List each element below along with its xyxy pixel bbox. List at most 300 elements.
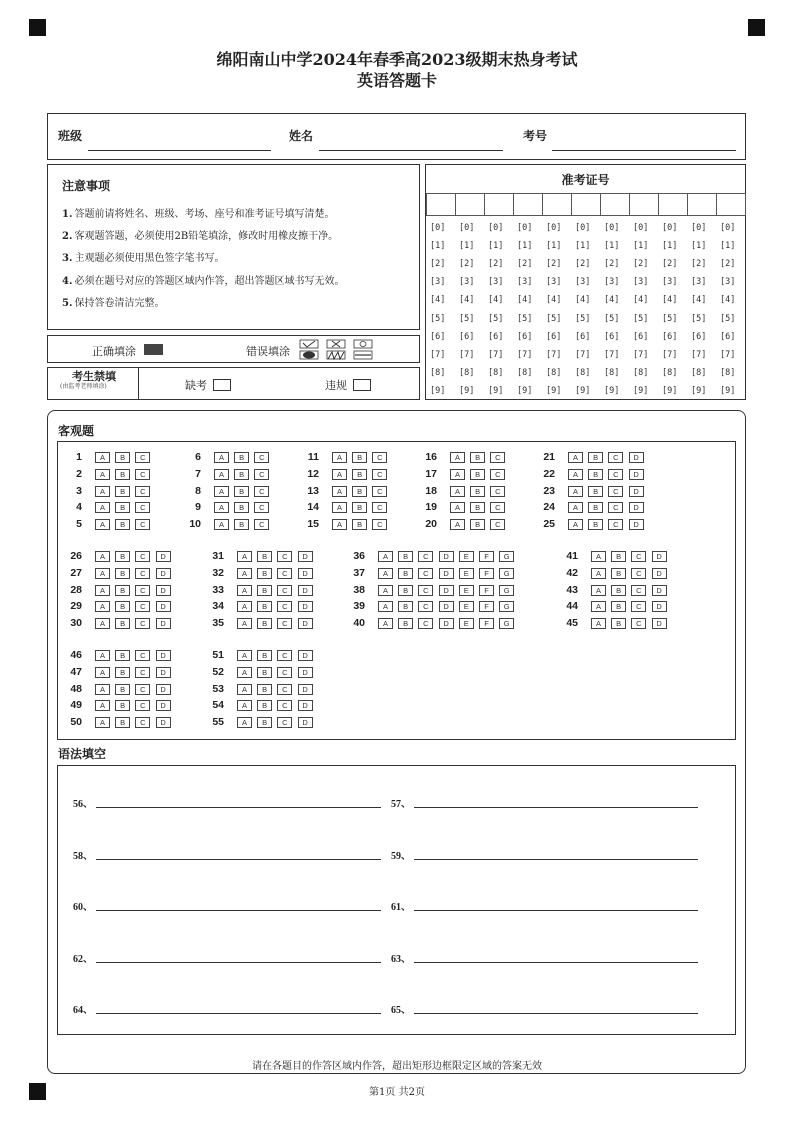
option-bubble-c[interactable]: C (135, 667, 150, 678)
admission-digit-bubble[interactable]: [4] (720, 295, 736, 306)
admission-digit-bubble[interactable]: [8] (633, 367, 649, 378)
option-bubble-a[interactable]: A (237, 684, 252, 695)
option-bubble-c[interactable]: C (631, 601, 646, 612)
option-bubble-a[interactable]: A (591, 618, 606, 629)
admission-digit-bubble[interactable]: [6] (691, 331, 707, 342)
admission-digit-bubble[interactable]: [1] (459, 241, 475, 252)
admission-digit-bubble[interactable]: [9] (488, 385, 504, 396)
option-bubble-d[interactable]: D (156, 650, 171, 661)
option-bubble-a[interactable]: A (95, 700, 110, 711)
option-bubble-d[interactable]: D (298, 618, 313, 629)
admission-digit-bubble[interactable]: [0] (575, 223, 591, 233)
option-bubble-a[interactable]: A (237, 650, 252, 661)
admission-digit-bubble[interactable]: [0] (633, 223, 649, 233)
option-bubble-e[interactable]: E (459, 568, 474, 579)
admission-digit-bubble[interactable]: [5] (633, 313, 649, 324)
option-bubble-d[interactable]: D (156, 551, 171, 562)
option-bubble-a[interactable]: A (378, 568, 393, 579)
option-bubble-b[interactable]: B (398, 568, 413, 579)
option-bubble-c[interactable]: C (135, 486, 150, 497)
option-bubble-c[interactable]: C (277, 568, 292, 579)
option-bubble-c[interactable]: C (277, 618, 292, 629)
admission-digit-bubble[interactable]: [4] (459, 295, 475, 306)
option-bubble-a[interactable]: A (95, 618, 110, 629)
option-bubble-c[interactable]: C (135, 585, 150, 596)
admission-digit-bubble[interactable]: [8] (488, 367, 504, 378)
option-bubble-d[interactable]: D (652, 551, 667, 562)
option-bubble-g[interactable]: G (499, 585, 514, 596)
option-bubble-c[interactable]: C (135, 618, 150, 629)
option-bubble-b[interactable]: B (257, 601, 272, 612)
option-bubble-b[interactable]: B (611, 585, 626, 596)
admission-digit-bubble[interactable]: [5] (720, 313, 736, 324)
option-bubble-c[interactable]: C (490, 519, 505, 530)
option-bubble-b[interactable]: B (352, 502, 367, 513)
admission-digit-bubble[interactable]: [0] (662, 223, 678, 233)
option-bubble-c[interactable]: C (277, 684, 292, 695)
option-bubble-c[interactable]: C (254, 486, 269, 497)
admission-digit-bubble[interactable]: [8] (604, 367, 620, 378)
admission-digit-bubble[interactable]: [2] (662, 259, 678, 270)
admission-digit-bubble[interactable]: [6] (604, 331, 620, 342)
option-bubble-a[interactable]: A (378, 601, 393, 612)
option-bubble-a[interactable]: A (95, 684, 110, 695)
admission-digit-bubble[interactable]: [8] (662, 367, 678, 378)
admission-digit-bubble[interactable]: [2] (604, 259, 620, 270)
option-bubble-c[interactable]: C (277, 667, 292, 678)
option-bubble-a[interactable]: A (214, 486, 229, 497)
admission-digit-bubble[interactable]: [3] (575, 277, 591, 288)
admission-digit-bubble[interactable]: [2] (488, 259, 504, 270)
option-bubble-a[interactable]: A (214, 452, 229, 463)
admission-digit-bubble[interactable]: [6] (488, 331, 504, 342)
admission-digit-bubble[interactable]: [8] (459, 367, 475, 378)
admission-digit-bubble[interactable]: [9] (517, 385, 533, 396)
admission-digit-bubble[interactable]: [4] (633, 295, 649, 306)
option-bubble-a[interactable]: A (378, 551, 393, 562)
admission-digit-bubble[interactable]: [0] (459, 223, 475, 233)
option-bubble-c[interactable]: C (135, 650, 150, 661)
option-bubble-a[interactable]: A (214, 519, 229, 530)
admission-digit-bubble[interactable]: [9] (720, 385, 736, 396)
admission-digit-bubble[interactable]: [1] (691, 241, 707, 252)
option-bubble-b[interactable]: B (588, 469, 603, 480)
admission-digit-bubble[interactable]: [4] (488, 295, 504, 306)
grammar-answer-line[interactable] (414, 1013, 698, 1014)
violation-checkbox[interactable] (353, 379, 371, 391)
option-bubble-d[interactable]: D (298, 684, 313, 695)
admission-digit-bubble[interactable]: [7] (517, 349, 533, 360)
option-bubble-f[interactable]: F (479, 601, 494, 612)
option-bubble-b[interactable]: B (588, 502, 603, 513)
option-bubble-c[interactable]: C (608, 486, 623, 497)
option-bubble-b[interactable]: B (470, 502, 485, 513)
option-bubble-d[interactable]: D (298, 667, 313, 678)
grammar-answer-line[interactable] (414, 859, 698, 860)
option-bubble-b[interactable]: B (115, 717, 130, 728)
option-bubble-d[interactable]: D (298, 700, 313, 711)
option-bubble-e[interactable]: E (459, 618, 474, 629)
option-bubble-g[interactable]: G (499, 551, 514, 562)
admission-digit-bubble[interactable]: [1] (517, 241, 533, 252)
admission-digit-bubble[interactable]: [0] (430, 223, 446, 233)
option-bubble-c[interactable]: C (631, 568, 646, 579)
option-bubble-b[interactable]: B (115, 601, 130, 612)
admission-digit-bubble[interactable]: [1] (575, 241, 591, 252)
option-bubble-a[interactable]: A (450, 519, 465, 530)
admission-digit-bubble[interactable]: [8] (575, 367, 591, 378)
option-bubble-b[interactable]: B (611, 601, 626, 612)
admission-digit-bubble[interactable]: [9] (604, 385, 620, 396)
admission-digit-bubble[interactable]: [4] (604, 295, 620, 306)
admission-digit-bubble[interactable]: [6] (575, 331, 591, 342)
admission-digit-bubble[interactable]: [3] (720, 277, 736, 288)
option-bubble-d[interactable]: D (298, 650, 313, 661)
option-bubble-b[interactable]: B (115, 684, 130, 695)
option-bubble-d[interactable]: D (439, 585, 454, 596)
option-bubble-b[interactable]: B (398, 618, 413, 629)
option-bubble-c[interactable]: C (608, 452, 623, 463)
admission-digit-bubble[interactable]: [7] (720, 349, 736, 360)
option-bubble-c[interactable]: C (277, 717, 292, 728)
option-bubble-b[interactable]: B (115, 618, 130, 629)
admission-digit-bubble[interactable]: [2] (691, 259, 707, 270)
option-bubble-a[interactable]: A (237, 568, 252, 579)
option-bubble-a[interactable]: A (568, 519, 583, 530)
option-bubble-b[interactable]: B (257, 551, 272, 562)
option-bubble-a[interactable]: A (237, 601, 252, 612)
option-bubble-b[interactable]: B (588, 486, 603, 497)
admission-digit-bubble[interactable]: [5] (662, 313, 678, 324)
admission-digit-bubble[interactable]: [7] (430, 349, 446, 360)
admission-digit-bubble[interactable]: [3] (430, 277, 446, 288)
option-bubble-b[interactable]: B (352, 452, 367, 463)
option-bubble-a[interactable]: A (450, 452, 465, 463)
option-bubble-a[interactable]: A (237, 551, 252, 562)
option-bubble-f[interactable]: F (479, 618, 494, 629)
option-bubble-f[interactable]: F (479, 551, 494, 562)
option-bubble-b[interactable]: B (470, 452, 485, 463)
admission-digit-bubble[interactable]: [5] (459, 313, 475, 324)
option-bubble-c[interactable]: C (135, 717, 150, 728)
admission-digit-bubble[interactable]: [1] (488, 241, 504, 252)
grammar-answer-line[interactable] (96, 807, 381, 808)
option-bubble-c[interactable]: C (490, 486, 505, 497)
option-bubble-b[interactable]: B (470, 519, 485, 530)
option-bubble-c[interactable]: C (277, 601, 292, 612)
option-bubble-d[interactable]: D (156, 667, 171, 678)
option-bubble-a[interactable]: A (95, 551, 110, 562)
option-bubble-d[interactable]: D (629, 519, 644, 530)
option-bubble-c[interactable]: C (277, 700, 292, 711)
option-bubble-c[interactable]: C (135, 551, 150, 562)
option-bubble-b[interactable]: B (115, 700, 130, 711)
option-bubble-c[interactable]: C (135, 519, 150, 530)
option-bubble-b[interactable]: B (234, 486, 249, 497)
admission-digit-bubble[interactable]: [1] (546, 241, 562, 252)
admission-digit-bubble[interactable]: [1] (604, 241, 620, 252)
admission-digit-bubble[interactable]: [9] (546, 385, 562, 396)
option-bubble-c[interactable]: C (135, 502, 150, 513)
admission-digit-bubble[interactable]: [9] (662, 385, 678, 396)
option-bubble-g[interactable]: G (499, 618, 514, 629)
option-bubble-d[interactable]: D (156, 618, 171, 629)
option-bubble-d[interactable]: D (298, 601, 313, 612)
option-bubble-b[interactable]: B (234, 452, 249, 463)
option-bubble-a[interactable]: A (214, 502, 229, 513)
option-bubble-a[interactable]: A (450, 502, 465, 513)
admission-digit-bubble[interactable]: [5] (517, 313, 533, 324)
option-bubble-b[interactable]: B (257, 585, 272, 596)
option-bubble-b[interactable]: B (257, 568, 272, 579)
option-bubble-d[interactable]: D (439, 568, 454, 579)
admission-digit-bubble[interactable]: [4] (575, 295, 591, 306)
option-bubble-c[interactable]: C (135, 452, 150, 463)
admission-digit-bubble[interactable]: [9] (459, 385, 475, 396)
admission-digit-bubble[interactable]: [0] (691, 223, 707, 233)
admission-digit-input[interactable] (455, 193, 485, 216)
option-bubble-d[interactable]: D (652, 585, 667, 596)
option-bubble-a[interactable]: A (591, 601, 606, 612)
option-bubble-g[interactable]: G (499, 601, 514, 612)
option-bubble-b[interactable]: B (470, 486, 485, 497)
option-bubble-a[interactable]: A (378, 618, 393, 629)
admission-digit-bubble[interactable]: [3] (546, 277, 562, 288)
option-bubble-c[interactable]: C (418, 585, 433, 596)
option-bubble-e[interactable]: E (459, 601, 474, 612)
admission-digit-bubble[interactable]: [9] (633, 385, 649, 396)
admission-digit-bubble[interactable]: [6] (459, 331, 475, 342)
option-bubble-a[interactable]: A (214, 469, 229, 480)
admission-digit-input[interactable] (571, 193, 601, 216)
admission-digit-bubble[interactable]: [2] (517, 259, 533, 270)
option-bubble-b[interactable]: B (398, 551, 413, 562)
grammar-answer-line[interactable] (96, 910, 381, 911)
option-bubble-a[interactable]: A (378, 585, 393, 596)
option-bubble-b[interactable]: B (257, 618, 272, 629)
option-bubble-b[interactable]: B (588, 452, 603, 463)
option-bubble-b[interactable]: B (257, 684, 272, 695)
admission-digit-bubble[interactable]: [7] (691, 349, 707, 360)
option-bubble-c[interactable]: C (135, 700, 150, 711)
option-bubble-b[interactable]: B (257, 700, 272, 711)
option-bubble-b[interactable]: B (352, 469, 367, 480)
option-bubble-c[interactable]: C (608, 469, 623, 480)
option-bubble-a[interactable]: A (237, 717, 252, 728)
admission-digit-input[interactable] (513, 193, 543, 216)
option-bubble-c[interactable]: C (135, 568, 150, 579)
option-bubble-a[interactable]: A (95, 519, 110, 530)
option-bubble-c[interactable]: C (490, 469, 505, 480)
option-bubble-a[interactable]: A (95, 650, 110, 661)
option-bubble-a[interactable]: A (95, 568, 110, 579)
option-bubble-a[interactable]: A (95, 601, 110, 612)
option-bubble-d[interactable]: D (652, 601, 667, 612)
option-bubble-c[interactable]: C (631, 551, 646, 562)
admission-digit-bubble[interactable]: [0] (604, 223, 620, 233)
admission-digit-bubble[interactable]: [7] (488, 349, 504, 360)
admission-digit-bubble[interactable]: [6] (633, 331, 649, 342)
option-bubble-d[interactable]: D (298, 585, 313, 596)
admission-digit-input[interactable] (716, 193, 746, 216)
option-bubble-a[interactable]: A (237, 618, 252, 629)
admission-digit-bubble[interactable]: [2] (575, 259, 591, 270)
grammar-answer-line[interactable] (96, 1013, 381, 1014)
grammar-answer-line[interactable] (414, 910, 698, 911)
class-field[interactable] (88, 150, 271, 151)
option-bubble-a[interactable]: A (332, 502, 347, 513)
admission-digit-bubble[interactable]: [8] (546, 367, 562, 378)
option-bubble-b[interactable]: B (398, 601, 413, 612)
option-bubble-c[interactable]: C (418, 568, 433, 579)
admission-digit-bubble[interactable]: [5] (575, 313, 591, 324)
option-bubble-c[interactable]: C (631, 585, 646, 596)
option-bubble-b[interactable]: B (115, 452, 130, 463)
option-bubble-a[interactable]: A (568, 469, 583, 480)
admission-digit-bubble[interactable]: [2] (720, 259, 736, 270)
option-bubble-b[interactable]: B (115, 502, 130, 513)
option-bubble-d[interactable]: D (629, 502, 644, 513)
admission-digit-bubble[interactable]: [1] (633, 241, 649, 252)
option-bubble-d[interactable]: D (652, 568, 667, 579)
grammar-answer-line[interactable] (414, 962, 698, 963)
option-bubble-a[interactable]: A (568, 452, 583, 463)
option-bubble-c[interactable]: C (277, 551, 292, 562)
option-bubble-d[interactable]: D (439, 551, 454, 562)
option-bubble-b[interactable]: B (115, 519, 130, 530)
option-bubble-d[interactable]: D (439, 618, 454, 629)
option-bubble-b[interactable]: B (257, 650, 272, 661)
option-bubble-a[interactable]: A (95, 717, 110, 728)
admission-digit-bubble[interactable]: [8] (720, 367, 736, 378)
admission-digit-bubble[interactable]: [3] (604, 277, 620, 288)
option-bubble-d[interactable]: D (298, 717, 313, 728)
option-bubble-c[interactable]: C (372, 486, 387, 497)
admission-digit-bubble[interactable]: [7] (633, 349, 649, 360)
option-bubble-d[interactable]: D (156, 700, 171, 711)
option-bubble-b[interactable]: B (115, 585, 130, 596)
option-bubble-b[interactable]: B (234, 502, 249, 513)
option-bubble-c[interactable]: C (372, 502, 387, 513)
option-bubble-d[interactable]: D (156, 568, 171, 579)
option-bubble-b[interactable]: B (257, 667, 272, 678)
option-bubble-a[interactable]: A (450, 469, 465, 480)
option-bubble-c[interactable]: C (631, 618, 646, 629)
option-bubble-b[interactable]: B (352, 519, 367, 530)
option-bubble-c[interactable]: C (135, 469, 150, 480)
option-bubble-a[interactable]: A (591, 585, 606, 596)
option-bubble-b[interactable]: B (234, 519, 249, 530)
option-bubble-c[interactable]: C (277, 585, 292, 596)
option-bubble-f[interactable]: F (479, 568, 494, 579)
option-bubble-a[interactable]: A (332, 519, 347, 530)
exam-number-field[interactable] (552, 150, 736, 151)
option-bubble-c[interactable]: C (372, 452, 387, 463)
admission-digit-bubble[interactable]: [2] (430, 259, 446, 270)
admission-digit-input[interactable] (542, 193, 572, 216)
admission-digit-bubble[interactable]: [7] (662, 349, 678, 360)
admission-digit-bubble[interactable]: [8] (691, 367, 707, 378)
option-bubble-b[interactable]: B (234, 469, 249, 480)
option-bubble-b[interactable]: B (115, 469, 130, 480)
option-bubble-c[interactable]: C (418, 601, 433, 612)
admission-digit-bubble[interactable]: [9] (691, 385, 707, 396)
option-bubble-b[interactable]: B (611, 568, 626, 579)
option-bubble-e[interactable]: E (459, 585, 474, 596)
option-bubble-a[interactable]: A (95, 502, 110, 513)
option-bubble-c[interactable]: C (254, 502, 269, 513)
admission-digit-bubble[interactable]: [6] (662, 331, 678, 342)
option-bubble-d[interactable]: D (652, 618, 667, 629)
option-bubble-a[interactable]: A (591, 568, 606, 579)
admission-digit-bubble[interactable]: [6] (517, 331, 533, 342)
admission-digit-bubble[interactable]: [4] (662, 295, 678, 306)
option-bubble-d[interactable]: D (156, 601, 171, 612)
option-bubble-g[interactable]: G (499, 568, 514, 579)
admission-digit-input[interactable] (658, 193, 688, 216)
admission-digit-bubble[interactable]: [5] (691, 313, 707, 324)
option-bubble-c[interactable]: C (372, 519, 387, 530)
admission-digit-bubble[interactable]: [3] (662, 277, 678, 288)
admission-digit-bubble[interactable]: [4] (430, 295, 446, 306)
option-bubble-a[interactable]: A (332, 452, 347, 463)
admission-digit-bubble[interactable]: [4] (517, 295, 533, 306)
option-bubble-b[interactable]: B (257, 717, 272, 728)
option-bubble-c[interactable]: C (135, 684, 150, 695)
admission-digit-bubble[interactable]: [0] (517, 223, 533, 233)
option-bubble-d[interactable]: D (439, 601, 454, 612)
admission-digit-bubble[interactable]: [5] (546, 313, 562, 324)
admission-digit-bubble[interactable]: [3] (633, 277, 649, 288)
grammar-answer-line[interactable] (414, 807, 698, 808)
option-bubble-a[interactable]: A (237, 700, 252, 711)
admission-digit-bubble[interactable]: [1] (662, 241, 678, 252)
option-bubble-a[interactable]: A (568, 486, 583, 497)
admission-digit-bubble[interactable]: [5] (604, 313, 620, 324)
admission-digit-bubble[interactable]: [4] (691, 295, 707, 306)
option-bubble-a[interactable]: A (95, 667, 110, 678)
option-bubble-a[interactable]: A (450, 486, 465, 497)
admission-digit-bubble[interactable]: [9] (575, 385, 591, 396)
option-bubble-c[interactable]: C (418, 551, 433, 562)
option-bubble-c[interactable]: C (135, 601, 150, 612)
admission-digit-bubble[interactable]: [7] (604, 349, 620, 360)
option-bubble-b[interactable]: B (115, 568, 130, 579)
admission-digit-input[interactable] (426, 193, 456, 216)
option-bubble-c[interactable]: C (254, 519, 269, 530)
admission-digit-bubble[interactable]: [2] (459, 259, 475, 270)
option-bubble-f[interactable]: F (479, 585, 494, 596)
option-bubble-d[interactable]: D (298, 568, 313, 579)
option-bubble-a[interactable]: A (237, 585, 252, 596)
admission-digit-bubble[interactable]: [7] (575, 349, 591, 360)
option-bubble-d[interactable]: D (629, 486, 644, 497)
option-bubble-b[interactable]: B (470, 469, 485, 480)
option-bubble-d[interactable]: D (156, 585, 171, 596)
admission-digit-input[interactable] (687, 193, 717, 216)
option-bubble-b[interactable]: B (588, 519, 603, 530)
admission-digit-bubble[interactable]: [6] (720, 331, 736, 342)
admission-digit-input[interactable] (600, 193, 630, 216)
absent-checkbox[interactable] (213, 379, 231, 391)
admission-digit-bubble[interactable]: [5] (488, 313, 504, 324)
option-bubble-a[interactable]: A (237, 667, 252, 678)
name-field[interactable] (319, 150, 503, 151)
option-bubble-c[interactable]: C (254, 452, 269, 463)
admission-digit-bubble[interactable]: [5] (430, 313, 446, 324)
admission-digit-bubble[interactable]: [6] (430, 331, 446, 342)
admission-digit-input[interactable] (629, 193, 659, 216)
